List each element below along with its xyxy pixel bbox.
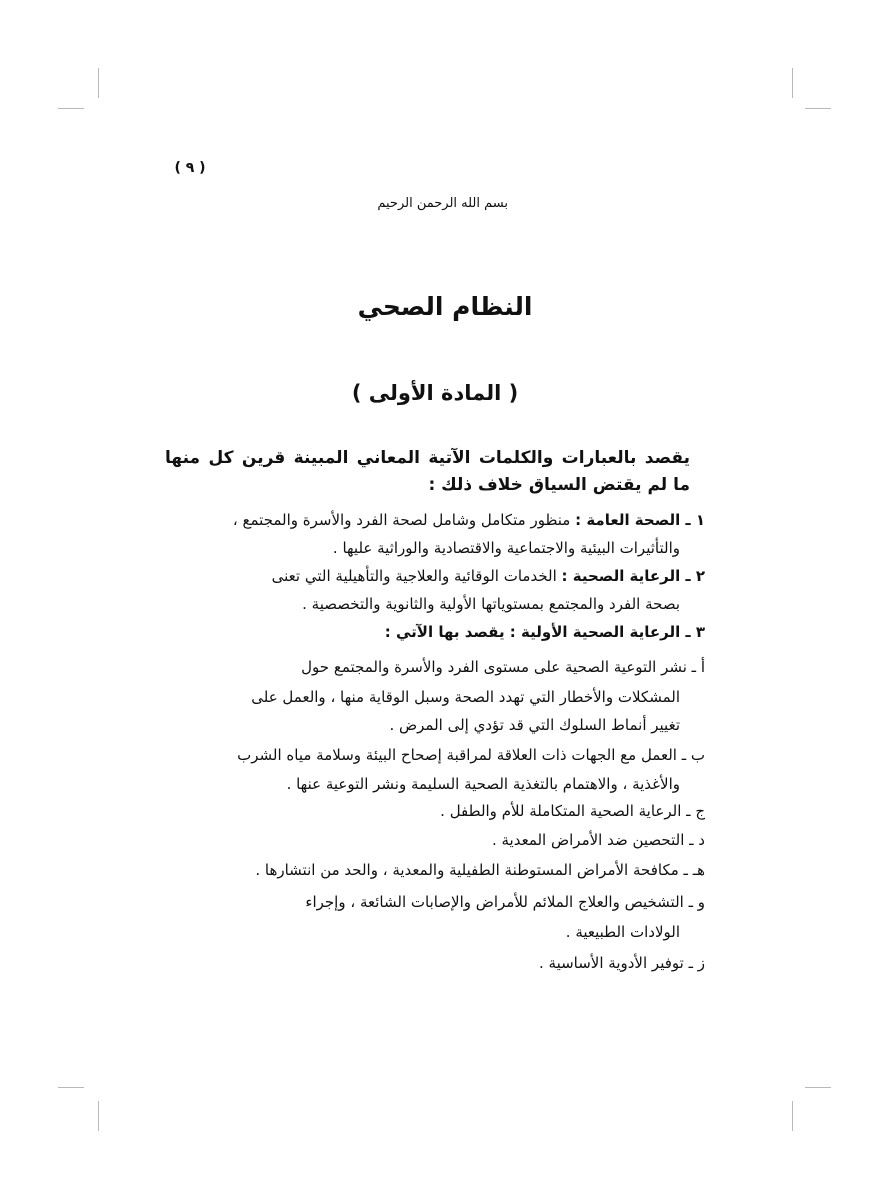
intro-paragraph: يقصد بالعبارات والكلمات الآتية المعاني المبينة قرين كل منها ما لم يقتض السياق خلاف ذلك : (165, 448, 690, 495)
sub-item-g: ز ـ توفير الأدوية الأساسية . (538, 954, 705, 972)
definition-2 (165, 564, 705, 588)
sub-item-b-line-1: ب ـ العمل مع الجهات ذات العلاقة لمراقبة إصحاح البيئة وسلامة مياه الشرب (237, 746, 705, 764)
crop-mark-bottom-right-horizontal (805, 1087, 831, 1088)
sub-item-f-line-1: و ـ التشخيص والعلاج الملائم للأمراض والإصابات الشائعة ، وإجراء (305, 893, 705, 911)
definition-2-label: ٢ ـ الرعاية الصحية : (561, 567, 705, 585)
sub-item-f-line-2: الولادات الطبيعية . (565, 923, 680, 941)
definition-2-continuation: بصحة الفرد والمجتمع بمستوياتها الأولية والثانوية والتخصصية . (302, 595, 680, 613)
definition-2-text: الخدمات الوقائية والعلاجية والتأهيلية التي تعنى (271, 567, 562, 585)
definition-1-text: منظور متكامل وشامل لصحة الفرد والأسرة والمجتمع ، (232, 511, 576, 529)
crop-mark-bottom-left-horizontal (58, 1087, 84, 1088)
sub-item-e: هـ ـ مكافحة الأمراض المستوطنة الطفيلية والمعدية ، والحد من انتشارها . (255, 861, 705, 879)
page-number: ( ٩ ) (174, 160, 206, 176)
crop-mark-top-right-vertical (792, 68, 793, 98)
crop-mark-top-left-horizontal (58, 108, 84, 109)
sub-item-a-line-1: أ ـ نشر التوعية الصحية على مستوى الفرد والأسرة والمجتمع حول (301, 658, 705, 676)
crop-mark-bottom-right-vertical (792, 1101, 793, 1131)
basmala: بسم الله الرحمن الرحيم (377, 196, 508, 211)
crop-mark-top-left-vertical (98, 68, 99, 98)
definition-1-label: ١ ـ الصحة العامة : (575, 511, 705, 529)
sub-item-a-line-3: تغيير أنماط السلوك التي قد تؤدي إلى المرض . (389, 716, 680, 734)
sub-item-b-line-2: والأغذية ، والاهتمام بالتغذية الصحية السليمة ونشر التوعية عنها . (286, 775, 680, 793)
sub-item-a-line-2: المشكلات والأخطار التي تهدد الصحة وسبل الوقاية منها ، والعمل على (251, 688, 680, 706)
definition-1-continuation: والتأثيرات البيئية والاجتماعية والاقتصادية والوراثية عليها . (332, 539, 680, 557)
definition-3-label: ٣ ـ الرعاية الصحية الأولية : يقصد بها الآتي : (384, 623, 705, 641)
definition-1 (165, 508, 705, 532)
crop-mark-top-right-horizontal (805, 108, 831, 109)
sub-item-d: د ـ التحصين ضد الأمراض المعدية . (491, 831, 705, 849)
article-heading: ( المادة الأولى ) (351, 381, 519, 405)
sub-item-c: ج ـ الرعاية الصحية المتكاملة للأم والطفل . (440, 802, 705, 820)
page-title: النظام الصحي (357, 292, 533, 321)
crop-mark-bottom-left-vertical (98, 1101, 99, 1131)
